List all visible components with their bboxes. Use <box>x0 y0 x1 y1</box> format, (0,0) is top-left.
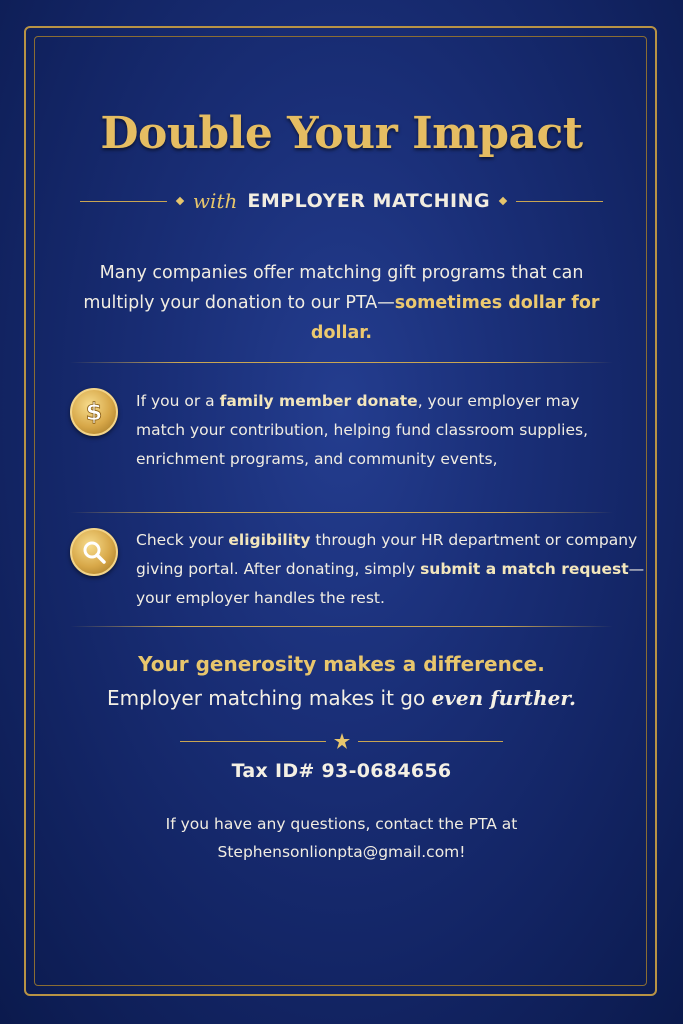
item-2-part-2: eligibility <box>228 531 311 549</box>
star-rule-left <box>180 741 326 742</box>
closing-prefix: Employer matching makes it go <box>106 686 432 710</box>
intro-text: Many companies offer matching gift programs that can multiply your donation to our PTA— <box>83 263 584 313</box>
star-icon <box>334 733 350 749</box>
item-2-part-4: submit a match request <box>420 560 629 578</box>
item-2-text <box>136 526 646 613</box>
diamond-ornament-icon <box>176 197 184 205</box>
item-1-part-2: family member donate <box>219 392 418 410</box>
item-1-part-1: If you or a <box>136 392 220 410</box>
tax-id: Tax ID# 93-0684656 <box>231 760 452 782</box>
divider <box>70 512 613 513</box>
divider <box>70 626 613 627</box>
svg-text:$: $ <box>85 398 103 426</box>
subtitle-main: EMPLOYER MATCHING <box>247 190 491 212</box>
closing-headline: Your generosity makes a difference. <box>138 652 545 676</box>
item-1-text <box>136 387 616 474</box>
subtitle-with: with <box>192 189 238 213</box>
diamond-ornament-icon <box>499 197 507 205</box>
star-divider <box>180 732 503 750</box>
divider <box>70 362 613 363</box>
closing-emphasis: even further. <box>431 686 577 710</box>
contact-info <box>0 810 683 866</box>
item-2-part-3: through your HR department or company giving portal. After donating, simply <box>136 531 638 578</box>
star-rule-right <box>358 741 504 742</box>
item-2-part-5: —your employer handles the rest. <box>136 560 645 607</box>
closing-subline <box>0 686 683 710</box>
intro-highlight: sometimes dollar for dollar. <box>310 293 600 343</box>
subtitle-rule-left <box>80 201 167 202</box>
subtitle <box>80 186 603 216</box>
subtitle-rule-right <box>516 201 603 202</box>
page-title: Double Your Impact <box>100 108 583 159</box>
intro-paragraph <box>70 258 613 348</box>
item-2-part-1: Check your <box>136 531 229 549</box>
contact-email[interactable]: Stephensonlionpta@gmail.com! <box>217 843 466 861</box>
item-1-part-3: , your employer may match your contribution, helping fund classroom supplies, enrichment programs, and community events, <box>136 392 589 468</box>
contact-line: If you have any questions, contact the PTA at <box>165 815 518 833</box>
magnifier-icon <box>70 528 118 576</box>
dollar-icon <box>70 388 118 436</box>
